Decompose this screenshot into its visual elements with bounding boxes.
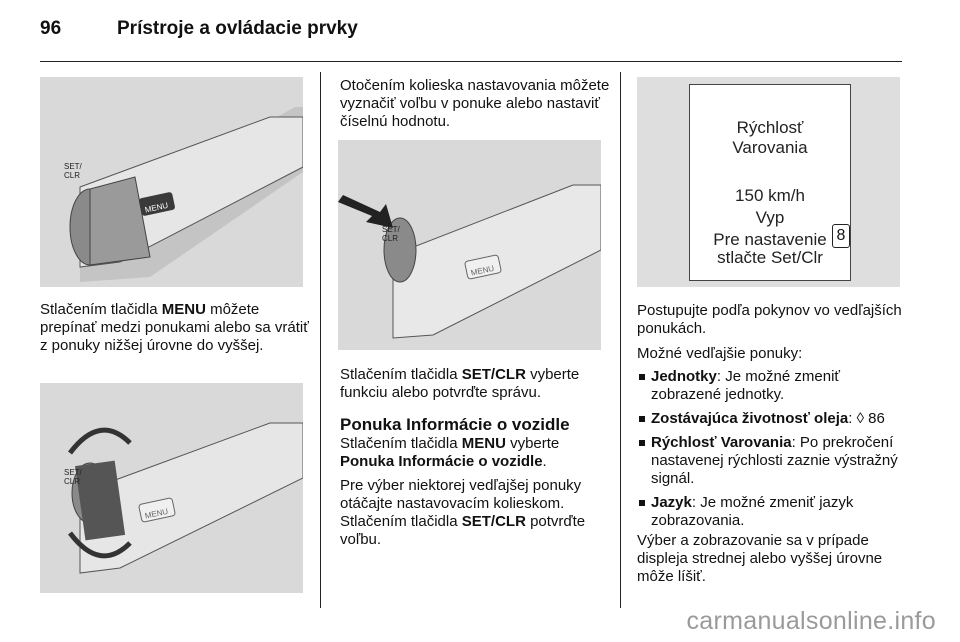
display-line-3: 150 km/h [735,186,805,205]
page-title: Prístroje a ovládacie prvky [117,18,358,39]
set-label-highlight: SET/ [382,225,400,234]
display-line-5: Pre nastavenie [713,230,827,249]
col2-paragraph-4: Pre výber niektorej vedľajšej ponuky otáčajte nastavovacím kolieskom. Stlačením tlačidla SET/CLR potvrďte voľbu. [340,477,586,548]
col3-paragraph-1: Postupujte podľa pokynov vo vedľajších ponukách. [637,302,902,337]
column-divider-left [320,72,321,608]
col2-paragraph-1: Otočením kolieska nastavovania môžete vyznačiť voľbu v ponuke alebo nastaviť číselnú hodnotu. [340,77,610,130]
display-line-2: Varovania [732,138,808,157]
col3-paragraph-3: Výber a zobrazovanie sa v prípade displeja strednej alebo vyššej úrovne môže líšiť. [637,532,883,585]
info-display [689,84,851,281]
set-label-wheel: SET/ [64,468,82,477]
display-line-1: Rýchlosť [736,118,804,137]
display-line-4: Vyp [755,208,785,227]
lever-wheel-illustration [40,383,303,593]
col2-paragraph-2: Stlačením tlačidla SET/CLR vyberte funkciu alebo potvrďte správu. [340,366,580,401]
header-divider [40,61,902,62]
lever-set-clr-illustration [338,140,601,350]
column-divider-right [620,72,621,608]
clr-label-highlight: CLR [382,234,399,243]
submenu-list [637,368,909,530]
clr-label-top: CLR [64,171,81,180]
menu-button-label-3: MENU [470,263,495,278]
menu-button-label: MENU [144,200,169,215]
list-item: Jednotky: Je možné zmeniť zobrazené jednotky. [637,368,909,404]
set-label-top: SET/ [64,162,82,171]
gear-indicator-badge: 8 [832,224,850,248]
list-item: Jazyk: Je možné zmeniť jazyk zobrazovania. [637,494,909,530]
watermark: carmanualsonline.info [686,607,936,635]
display-line-6: stlačte Set/Clr [717,248,823,267]
page-number: 96 [40,18,62,39]
clr-label-wheel: CLR [64,477,81,486]
col1-paragraph-1: Stlačením tlačidla MENU môžete prepínať medzi ponukami alebo sa vrátiť z ponuky nižšej úrovne do vyššej. [40,301,309,354]
col2-paragraph-3: Stlačením tlačidla MENU vyberte Ponuka Informácie o vozidle. [340,435,560,470]
col3-paragraph-2: Možné vedľajšie ponuky: [637,345,803,362]
menu-button-label-2: MENU [144,506,169,521]
list-item: Rýchlosť Varovania: Po prekročení nastavenej rýchlosti zaznie výstražný signál. [637,434,909,488]
section-heading: Ponuka Informácie o vozidle [340,415,570,434]
list-item: Zostávajúca životnosť oleja: ◊ 86 [637,410,909,428]
lever-menu-illustration [40,77,303,287]
